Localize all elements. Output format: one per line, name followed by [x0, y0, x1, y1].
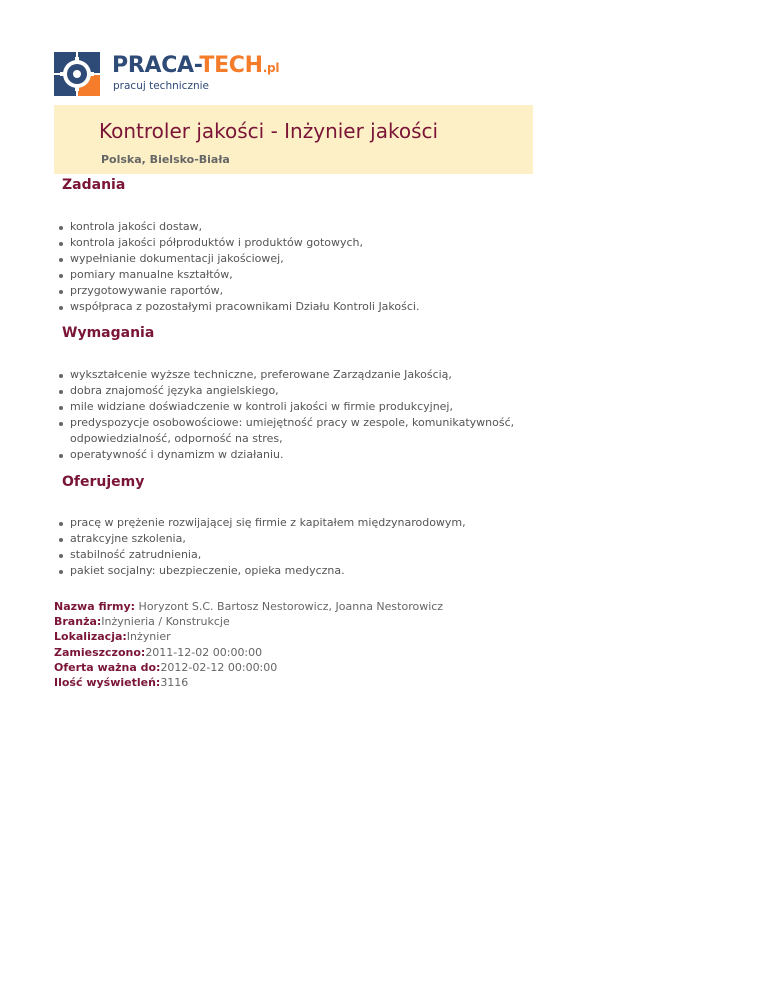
- posted-row: [54, 645, 443, 660]
- location-label: Lokalizacja:: [54, 630, 127, 644]
- posted-value: 2011-12-02 00:00:00: [145, 645, 263, 659]
- industry-label: Branża:: [54, 615, 102, 629]
- job-header: [54, 105, 533, 174]
- location-value: Inżynier: [126, 630, 171, 644]
- section-heading-oferujemy: Oferujemy: [62, 474, 145, 490]
- valid-until-value: 2012-02-12 00:00:00: [160, 660, 278, 674]
- list-item: atrakcyjne szkolenia,: [69, 531, 539, 547]
- logo-brand-dark: PRACA-: [112, 53, 200, 78]
- list-item: pakiet socjalny: ubezpieczenie, opieka medyczna.: [69, 563, 539, 579]
- section-heading-zadania: Zadania: [62, 177, 126, 193]
- list-item: kontrola jakości dostaw,: [69, 219, 539, 235]
- list-item: predyspozycje osobowościowe: umiejętność pracy w zespole, komunikatywność, odpowiedzialność, odporność na stres,: [69, 415, 539, 447]
- list-zadania: [55, 219, 539, 315]
- logo-brand-tld: .pl: [262, 61, 280, 75]
- list-item: kontrola jakości półproduktów i produktów gotowych,: [69, 235, 539, 251]
- logo-tagline: pracuj technicznie: [113, 80, 209, 92]
- posted-label: Zamieszczono:: [54, 645, 146, 659]
- views-value: 3116: [160, 676, 189, 690]
- list-item: pracę w prężenie rozwijającej się firmie z kapitałem międzynarodowym,: [69, 515, 539, 531]
- list-item: przygotowywanie raportów,: [69, 283, 539, 299]
- job-location: Polska, Bielsko-Biała: [101, 153, 230, 166]
- list-oferujemy: [55, 515, 539, 579]
- list-item: stabilność zatrudnienia,: [69, 547, 539, 563]
- industry-value: Inżynieria / Konstrukcje: [101, 615, 230, 629]
- gear-logo-icon: [54, 52, 100, 96]
- job-details: [54, 599, 443, 690]
- list-wymagania: [55, 367, 539, 463]
- logo-brand-orange: TECH: [199, 53, 263, 78]
- site-logo[interactable]: [54, 52, 294, 98]
- list-item: dobra znajomość języka angielskiego,: [69, 383, 539, 399]
- industry-row: [54, 614, 443, 629]
- list-item: współpraca z pozostałymi pracownikami Działu Kontroli Jakości.: [69, 299, 539, 315]
- job-title: Kontroler jakości - Inżynier jakości: [99, 119, 439, 143]
- list-item: operatywność i dynamizm w działaniu.: [69, 447, 539, 463]
- views-row: [54, 675, 443, 690]
- valid-until-label: Oferta ważna do:: [54, 660, 161, 674]
- list-item: mile widziane doświadczenie w kontroli jakości w firmie produkcyjnej,: [69, 399, 539, 415]
- logo-brand: [112, 52, 279, 82]
- section-heading-wymagania: Wymagania: [62, 325, 155, 341]
- list-item: pomiary manualne kształtów,: [69, 267, 539, 283]
- company-value: Horyzont S.C. Bartosz Nestorowicz, Joanna Nestorowicz: [135, 600, 444, 613]
- list-item: wykształcenie wyższe techniczne, preferowane Zarządzanie Jakością,: [69, 367, 539, 383]
- views-label: Ilość wyświetleń:: [54, 676, 161, 690]
- list-item: wypełnianie dokumentacji jakościowej,: [69, 251, 539, 267]
- location-row: [54, 629, 443, 644]
- company-row: [54, 599, 443, 614]
- company-label: Nazwa firmy:: [54, 600, 136, 613]
- valid-until-row: [54, 660, 443, 675]
